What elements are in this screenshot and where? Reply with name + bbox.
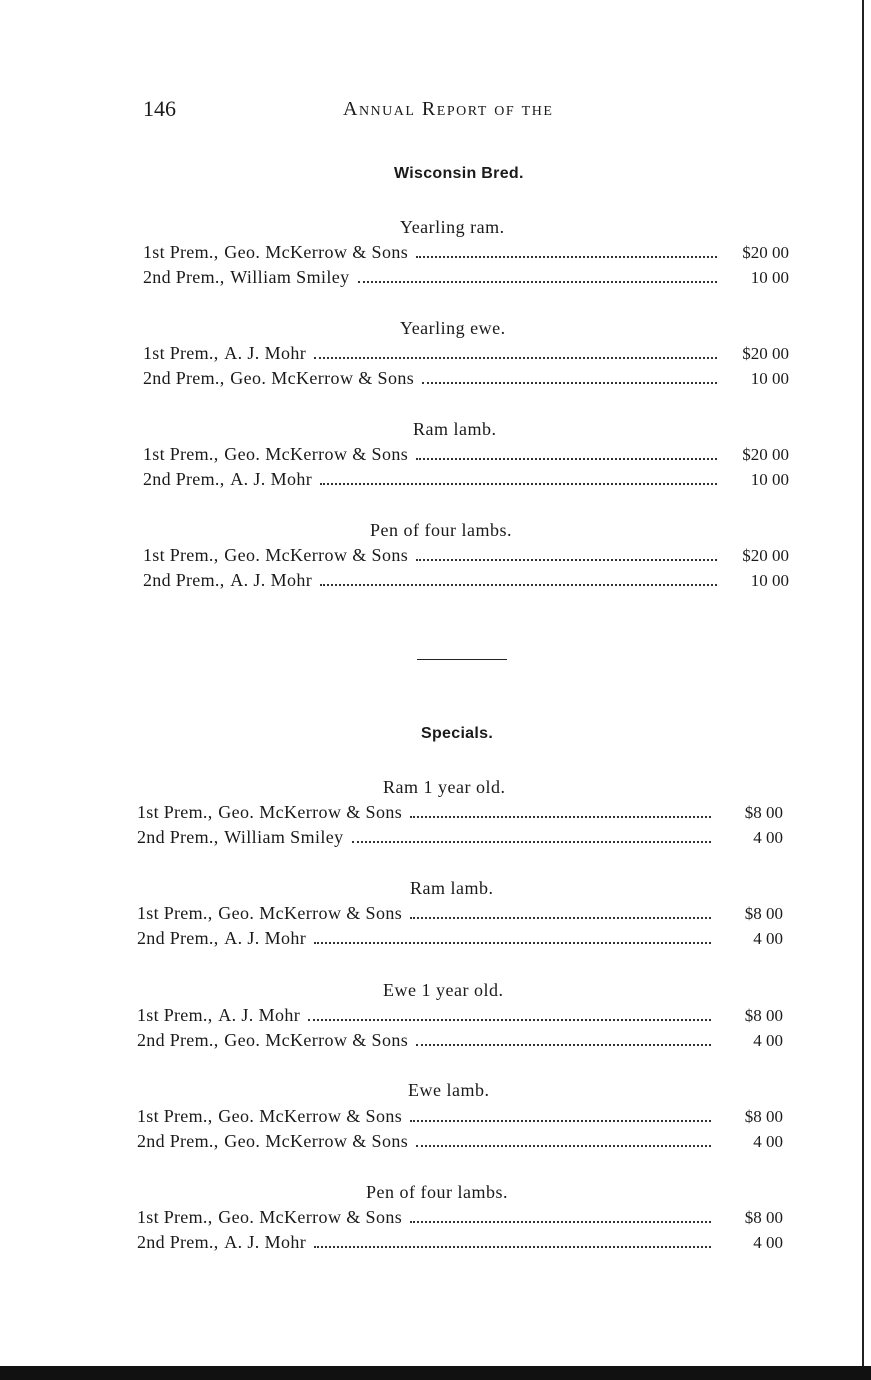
- page-number: 146: [143, 96, 176, 121]
- entry-amount: 4 00: [753, 929, 783, 948]
- dot-leader: [410, 816, 711, 818]
- dot-leader: [410, 1120, 711, 1122]
- entry-name: Geo. McKerrow & Sons: [224, 444, 409, 464]
- dot-leader: [416, 458, 717, 460]
- entry-amount: 4 00: [753, 828, 783, 847]
- entry-place: 2nd Prem.: [143, 570, 220, 590]
- dot-leader: [416, 256, 717, 258]
- entry-name: A. J. Mohr: [224, 928, 307, 948]
- entry-amount: $8 00: [744, 803, 783, 822]
- entry-place: 1st Prem.: [137, 1106, 208, 1126]
- entry-place: 1st Prem.: [137, 903, 208, 923]
- premium-entry: 1st Prem. , Geo. McKerrow & Sons $20 00: [143, 444, 789, 464]
- entry-amount: $20 00: [742, 546, 789, 565]
- dot-leader: [358, 281, 717, 283]
- section-title-specials: Specials.: [421, 725, 494, 742]
- class-title: Ram lamb.: [410, 878, 494, 898]
- entry-amount: 10 00: [750, 470, 789, 489]
- entry-name: William Smiley: [230, 267, 350, 287]
- entry-place: 2nd Prem.: [137, 1232, 214, 1252]
- entry-amount: $8 00: [744, 1208, 783, 1227]
- dot-leader: [416, 1145, 711, 1147]
- entry-name: A. J. Mohr: [230, 570, 313, 590]
- entry-place: 1st Prem.: [137, 1005, 208, 1025]
- entry-amount: 4 00: [753, 1132, 783, 1151]
- entry-name: A. J. Mohr: [224, 1232, 307, 1252]
- premium-entry: 2nd Prem. , A. J. Mohr 10 00: [143, 570, 789, 590]
- entry-amount: 4 00: [753, 1031, 783, 1050]
- page-edge-right: [862, 0, 864, 1380]
- section-title-wisconsin-bred: Wisconsin Bred.: [394, 165, 524, 182]
- entry-amount: $20 00: [742, 243, 789, 262]
- entry-amount: 4 00: [753, 1233, 783, 1252]
- class-title: Ewe lamb.: [408, 1080, 490, 1100]
- dot-leader: [314, 357, 717, 359]
- dot-leader: [320, 584, 717, 586]
- entry-name: Geo. McKerrow & Sons: [218, 1106, 403, 1126]
- entry-place: 2nd Prem.: [137, 928, 214, 948]
- dot-leader: [422, 382, 717, 384]
- section-divider-rule: [417, 659, 507, 660]
- premium-entry: 2nd Prem. , Geo. McKerrow & Sons 4 00: [137, 1131, 783, 1151]
- class-title: Pen of four lambs.: [370, 520, 512, 540]
- entry-name: Geo. McKerrow & Sons: [218, 903, 403, 923]
- class-title: Yearling ewe.: [400, 318, 506, 338]
- entry-amount: 10 00: [750, 571, 789, 590]
- entry-place: 2nd Prem.: [143, 368, 220, 388]
- premium-entry: 2nd Prem. , Geo. McKerrow & Sons 10 00: [143, 368, 789, 388]
- entry-place: 2nd Prem.: [137, 1131, 214, 1151]
- premium-entry: 2nd Prem. , A. J. Mohr 4 00: [137, 928, 783, 948]
- entry-place: 1st Prem.: [137, 1207, 208, 1227]
- entry-place: 1st Prem.: [137, 802, 208, 822]
- premium-entry: 1st Prem. , Geo. McKerrow & Sons $8 00: [137, 802, 783, 822]
- dot-leader: [416, 559, 717, 561]
- page-header: [143, 96, 743, 126]
- entry-name: A. J. Mohr: [218, 1005, 301, 1025]
- entry-name: Geo. McKerrow & Sons: [218, 1207, 403, 1227]
- dot-leader: [314, 942, 711, 944]
- premium-entry: 2nd Prem. , William Smiley 4 00: [137, 827, 783, 847]
- dot-leader: [314, 1246, 711, 1248]
- entry-amount: $8 00: [744, 1006, 783, 1025]
- entry-name: Geo. McKerrow & Sons: [218, 802, 403, 822]
- premium-entry: 2nd Prem. , William Smiley 10 00: [143, 267, 789, 287]
- premium-entry: 1st Prem. , Geo. McKerrow & Sons $20 00: [143, 545, 789, 565]
- entry-place: 2nd Prem.: [143, 469, 220, 489]
- entry-name: Geo. McKerrow & Sons: [224, 1131, 409, 1151]
- premium-entry: 1st Prem. , Geo. McKerrow & Sons $20 00: [143, 242, 789, 262]
- entry-amount: $20 00: [742, 445, 789, 464]
- entry-place: 1st Prem.: [143, 444, 214, 464]
- entry-name: William Smiley: [224, 827, 344, 847]
- dot-leader: [320, 483, 717, 485]
- premium-entry: 1st Prem. , A. J. Mohr $20 00: [143, 343, 789, 363]
- entry-place: 2nd Prem.: [137, 1030, 214, 1050]
- dot-leader: [410, 917, 711, 919]
- class-title: Yearling ram.: [400, 217, 505, 237]
- entry-name: A. J. Mohr: [224, 343, 307, 363]
- premium-entry: 1st Prem. , Geo. McKerrow & Sons $8 00: [137, 1106, 783, 1126]
- entry-name: Geo. McKerrow & Sons: [224, 545, 409, 565]
- premium-entry: 1st Prem. , Geo. McKerrow & Sons $8 00: [137, 1207, 783, 1227]
- entry-place: 2nd Prem.: [143, 267, 220, 287]
- premium-entry: 2nd Prem. , Geo. McKerrow & Sons 4 00: [137, 1030, 783, 1050]
- dot-leader: [308, 1019, 711, 1021]
- entry-place: 1st Prem.: [143, 343, 214, 363]
- entry-amount: $20 00: [742, 344, 789, 363]
- running-head: Annual Report of the: [343, 98, 554, 120]
- entry-amount: $8 00: [744, 904, 783, 923]
- entry-name: Geo. McKerrow & Sons: [230, 368, 415, 388]
- class-title: Pen of four lambs.: [366, 1182, 508, 1202]
- entry-name: Geo. McKerrow & Sons: [224, 242, 409, 262]
- page-edge-bottom: [0, 1366, 871, 1380]
- class-title: Ewe 1 year old.: [383, 980, 504, 1000]
- entry-name: Geo. McKerrow & Sons: [224, 1030, 409, 1050]
- dot-leader: [410, 1221, 711, 1223]
- entry-amount: 10 00: [750, 369, 789, 388]
- entry-amount: 10 00: [750, 268, 789, 287]
- premium-entry: 1st Prem. , Geo. McKerrow & Sons $8 00: [137, 903, 783, 923]
- premium-entry: 2nd Prem. , A. J. Mohr 4 00: [137, 1232, 783, 1252]
- premium-entry: 2nd Prem. , A. J. Mohr 10 00: [143, 469, 789, 489]
- premium-entry: 1st Prem. , A. J. Mohr $8 00: [137, 1005, 783, 1025]
- class-title: Ram 1 year old.: [383, 777, 506, 797]
- dot-leader: [416, 1044, 711, 1046]
- class-title: Ram lamb.: [413, 419, 497, 439]
- entry-amount: $8 00: [744, 1107, 783, 1126]
- entry-name: A. J. Mohr: [230, 469, 313, 489]
- entry-place: 1st Prem.: [143, 545, 214, 565]
- dot-leader: [352, 841, 711, 843]
- entry-place: 1st Prem.: [143, 242, 214, 262]
- entry-place: 2nd Prem.: [137, 827, 214, 847]
